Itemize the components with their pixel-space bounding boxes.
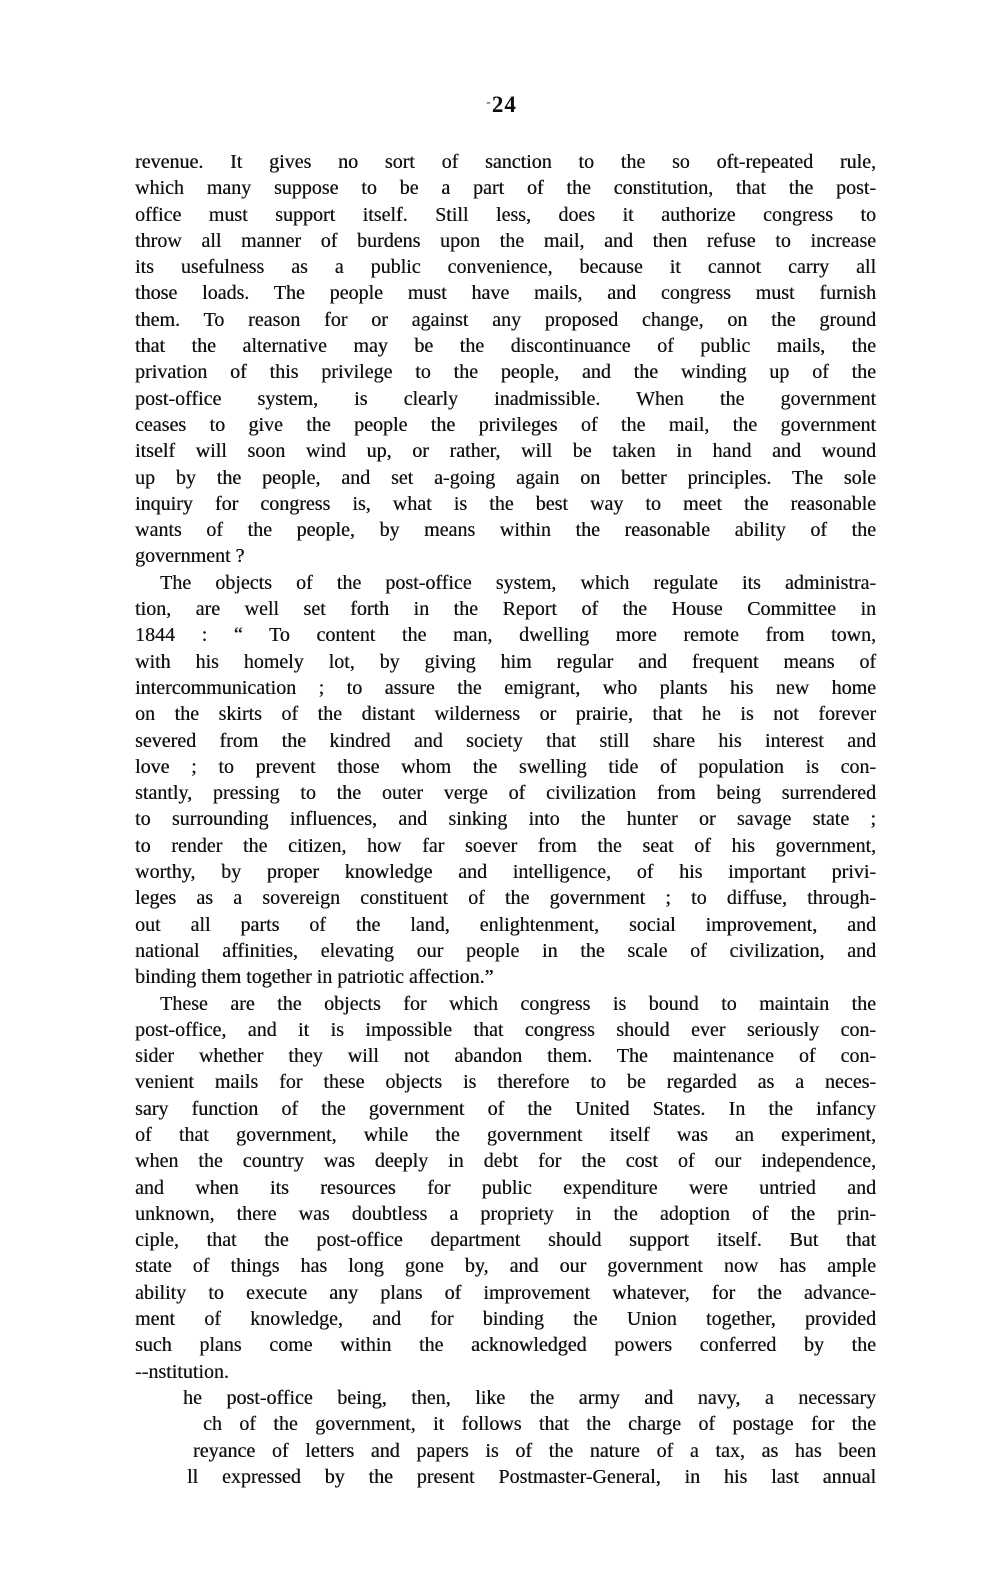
text-line: national affinities, elevating our people in the scale of civilization, and xyxy=(135,939,876,962)
text-line: intercommunication ; to assure the emigrant, who plants his new home xyxy=(135,676,876,699)
text-line: severed from the kindred and society that still share his interest and xyxy=(135,729,876,752)
text-line: 1844 : “ To content the man, dwelling more remote from town, xyxy=(135,624,876,647)
text-line: venient mails for these objects is therefore to be regarded as a neces- xyxy=(135,1071,876,1094)
text-line: wants of the people, by means within the reasonable ability of the xyxy=(135,519,876,542)
text-line: leges as a sovereign constituent of the government ; to diffuse, through- xyxy=(135,887,876,910)
text-line: worthy, by proper knowledge and intelligence, of his important privi- xyxy=(135,861,876,884)
text-line: state of things has long gone by, and our government now has ample xyxy=(135,1255,876,1278)
text-line: revenue. It gives no sort of sanction to the so oft-repeated rule, xyxy=(135,151,876,173)
paragraph xyxy=(135,1385,876,1490)
text-line: love ; to prevent those whom the swelling tide of population is con- xyxy=(135,755,876,778)
page-number-lead-mark: - xyxy=(486,95,492,110)
text-line: --nstitution. xyxy=(135,1360,229,1383)
text-line: ciple, that the post-office department should support itself. But that xyxy=(135,1229,876,1252)
text-line: These are the objects for which congress is bound to maintain the xyxy=(160,992,876,1015)
page-number-value: 24 xyxy=(491,92,517,117)
text-line: tion, are well set forth in the Report of the House Committee in xyxy=(135,598,876,621)
text-line: sary function of the government of the United States. In the infancy xyxy=(135,1097,876,1120)
page-number xyxy=(0,92,1003,118)
text-line: office must support itself. Still less, does it authorize congress to xyxy=(135,203,876,226)
text-line: unknown, there was doubtless a propriety in the adoption of the prin- xyxy=(135,1202,876,1225)
text-line: throw all manner of burdens upon the mail, and then refuse to increase xyxy=(135,229,876,252)
text-line: when the country was deeply in debt for the cost of our independence, xyxy=(135,1150,876,1173)
text-line: such plans come within the acknowledged powers conferred by the xyxy=(135,1334,876,1357)
text-line: The objects of the post-office system, which regulate its administra- xyxy=(160,571,876,594)
text-line: them. To reason for or against any proposed change, on the ground xyxy=(135,308,876,331)
text-line: of that government, while the government itself was an experiment, xyxy=(135,1123,876,1146)
text-line: on the skirts of the distant wilderness or prairie, that he is not forever xyxy=(135,703,876,726)
text-line: its usefulness as a public convenience, because it cannot carry all xyxy=(135,256,876,279)
text-line: ll expressed by the present Postmaster-General, in his last annual xyxy=(187,1465,876,1488)
text-line: to surrounding influences, and sinking into the hunter or savage state ; xyxy=(135,808,876,831)
text-line: he post-office being, then, like the army and navy, a necessary xyxy=(183,1386,876,1409)
text-line: privation of this privilege to the people, and the winding up of the xyxy=(135,361,876,384)
text-line: those loads. The people must have mails, and congress must furnish xyxy=(135,282,876,305)
text-line: ch of the government, it follows that the charge of postage for the xyxy=(203,1413,876,1436)
text-line: ment of knowledge, and for binding the Union together, provided xyxy=(135,1308,876,1331)
paragraph xyxy=(135,991,876,1385)
text-line: which many suppose to be a part of the constitution, that the post- xyxy=(135,177,876,200)
text-line: reyance of letters and papers is of the nature of a tax, as has been xyxy=(193,1439,876,1462)
text-line: out all parts of the land, enlightenment, social improvement, and xyxy=(135,913,876,936)
text-line: post-office system, is clearly inadmissible. When the government xyxy=(135,387,876,410)
text-line: itself will soon wind up, or rather, will be taken in hand and wound xyxy=(135,440,876,463)
text-line: sider whether they will not abandon them. The maintenance of con- xyxy=(135,1045,876,1068)
paragraph xyxy=(135,570,876,991)
text-line: ceases to give the people the privileges of the mail, the government xyxy=(135,413,876,436)
text-line: to render the citizen, how far soever from the seat of his government, xyxy=(135,834,876,857)
text-line: with his homely lot, by giving him regular and frequent means of xyxy=(135,650,876,673)
text-line: and when its resources for public expenditure were untried and xyxy=(135,1176,876,1199)
text-line: ability to execute any plans of improvement whatever, for the advance- xyxy=(135,1281,876,1304)
page-text xyxy=(135,149,876,1490)
text-line: inquiry for congress is, what is the best way to meet the reasonable xyxy=(135,492,876,515)
text-line: government ? xyxy=(135,545,245,568)
text-line: stantly, pressing to the outer verge of civilization from being surrendered xyxy=(135,782,876,805)
text-line: binding them together in patriotic affection.” xyxy=(135,966,494,989)
text-line: that the alternative may be the discontinuance of public mails, the xyxy=(135,335,876,358)
paragraph xyxy=(135,149,876,570)
text-line: post-office, and it is impossible that congress should ever seriously con- xyxy=(135,1018,876,1041)
text-line: up by the people, and set a-going again on better principles. The sole xyxy=(135,466,876,489)
